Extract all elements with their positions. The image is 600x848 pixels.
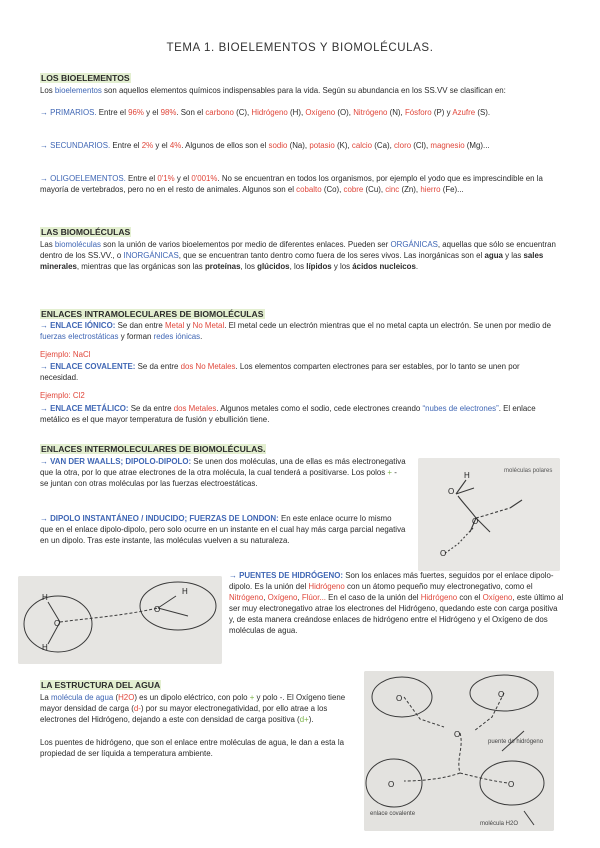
paragraph-bioelementos-intro: Los bioelementos son aquellos elementos químicos indispensables para la vida. Según su abundancia en los SS.VV se clasifican en: — [40, 86, 506, 95]
paragraph-primarios: → PRIMARIOS. Entre el 96% y el 98%. Son el carbono (C), Hidrógeno (H), Oxígeno (O), Nitrógeno (N), Fósforo (P) y Azufre (S). — [40, 108, 491, 117]
photo-puentes-sketch — [18, 576, 222, 664]
svg-text:O: O — [448, 487, 455, 496]
svg-text:H: H — [42, 593, 48, 602]
svg-text:H: H — [42, 643, 48, 652]
photo-label-puente: puente de hidrógeno — [488, 739, 544, 745]
svg-text:O: O — [396, 694, 403, 703]
paragraph-biomoleculas: Las biomoléculas son la unión de varios bioelementos por medio de diferentes enlaces. Pueden ser ORGÁNICAS, aquellas que sólo se encuentran dentro de los SS.VV., o INORGÁNICAS, que se encuentran tanto dentro como fuera de los seres vivos. Las inorgánicas son el agua y las sales minerales, mientras que las orgánicas son las proteínas, los glúcidos, los lípidos y los ácidos nucleicos. — [40, 240, 556, 272]
paragraph-molecula-agua: La molécula de agua (H2O) es un dipolo eléctrico, con polo + y polo -. El Oxígeno tiene mayor densidad de carga (d-) por su mayor electronegatividad, por ello atrae a los electrones del Hidrógeno, dejando a este con densidad de carga positiva (d+). — [40, 693, 346, 725]
paragraph-enlace-metalico: → ENLACE METÁLICO: Se da entre dos Metales. Algunos metales como el sodio, cede electrones creando “nubes de electrones”. El enlace metálico es el que mayor temperatura de fusión y ebullición tiene. — [40, 404, 536, 425]
heading-intermoleculares: ENLACES INTERMOLECULARES DE BIOMOLÉCULAS. — [41, 444, 266, 454]
paragraph-oligoelementos: → OLIGOELEMENTOS. Entre el 0'1% y el 0'001%. No se encuentran en todos los organismos, por ejemplo el yodo que es imprescindible en la mayoría de vertebrados, pero no en el resto de animales. Algunos son el cobalto (Co), cobre (Cu), cinc (Zn), hierro (Fe)... — [40, 174, 543, 195]
svg-text:O: O — [440, 549, 447, 558]
svg-text:O: O — [508, 780, 515, 789]
svg-text:O: O — [54, 619, 61, 628]
photo-note-polar: moléculas polares — [504, 468, 553, 474]
paragraph-enlace-ionico: → ENLACE IÓNICO: Se dan entre Metal y No Metal. El metal cede un electrón mientras que el no metal capta un electrón. Se unen por medio de fuerzas electrostáticas y forman redes iónicas. — [40, 321, 551, 342]
example-cl2: Ejemplo: Cl2 — [40, 391, 85, 400]
example-nacl: Ejemplo: NaCl — [40, 350, 91, 359]
heading-estructura-agua: LA ESTRUCTURA DEL AGUA — [41, 680, 161, 690]
heading-bioelementos: LOS BIOELEMENTOS — [41, 73, 130, 83]
paragraph-fuerzas-london: → DIPOLO INSTANTÁNEO / INDUCIDO; FUERZAS DE LONDON: En este enlace ocurre lo mismo que en el enlace dipolo-dipolo, pero solo ocurre en un instante en el cual hay más carga parcial negativa en un dipolo. Tras este instante, las moléculas vuelven a su naturaleza. — [40, 514, 406, 546]
paragraph-puentes-liquida: Los puentes de hidrógeno, que son el enlace entre moléculas de agua, le dan a esta la propiedad de ser líquida a temperatura ambiente. — [40, 738, 345, 759]
page-title: TEMA 1. BIOELEMENTOS Y BIOMOLÉCULAS. — [166, 42, 434, 54]
svg-text:O: O — [472, 517, 479, 526]
svg-text:H: H — [464, 471, 470, 480]
paragraph-enlace-covalente: → ENLACE COVALENTE: Se da entre dos No Metales. Los elementos comparten electrones para ser estables, por lo tanto se unen por necesidad. — [40, 362, 520, 383]
photo-dipolo-sketch — [418, 458, 560, 571]
photo-label-covalente: enlace covalente — [370, 811, 416, 817]
paragraph-van-der-waals: → VAN DER WAALLS; DIPOLO-DIPOLO: Se unen dos moléculas, una de ellas es más electronegativa que la otra, por lo que atrae electrones de la otra molécula, la cual tenderá a positivarse. Los polos + - se juntan con otras moléculas por las fuerzas electroestáticas. — [40, 457, 406, 489]
paragraph-puentes-hidrogeno: → PUENTES DE HIDRÓGENO: Son los enlaces más fuertes, seguidos por el enlace dipolo-dipolo. Es la unión del Hidrógeno con un átomo pequeño muy electronegativo, como el Nitrógeno, Oxígeno, Flúor... En el caso de la unión del Hidrógeno con el Oxígeno, este último al ser muy electronegativo atrae los electrones del Hidrógeno, quedando este con carga positiva y, de esta manera creándose enlaces de hidrógeno entre el Hidrógeno y el Oxígeno de dos moléculas de agua. — [229, 571, 564, 636]
svg-text:O: O — [388, 780, 395, 789]
svg-text:O: O — [498, 690, 505, 699]
heading-biomoleculas: LAS BIOMOLÉCULAS — [41, 227, 131, 237]
svg-text:O: O — [154, 605, 161, 614]
heading-intramoleculares: ENLACES INTRAMOLECULARES DE BIOMOLÉCULAS — [41, 309, 264, 319]
paragraph-secundarios: → SECUNDARIOS. Entre el 2% y el 4%. Algunos de ellos son el sodio (Na), potasio (K), calcio (Ca), cloro (Cl), magnesio (Mg)... — [40, 141, 490, 150]
svg-text:O: O — [454, 730, 461, 739]
photo-agua-sketch — [364, 671, 554, 831]
svg-text:H: H — [182, 587, 188, 596]
photo-label-molecula: molécula H2O — [480, 821, 519, 827]
